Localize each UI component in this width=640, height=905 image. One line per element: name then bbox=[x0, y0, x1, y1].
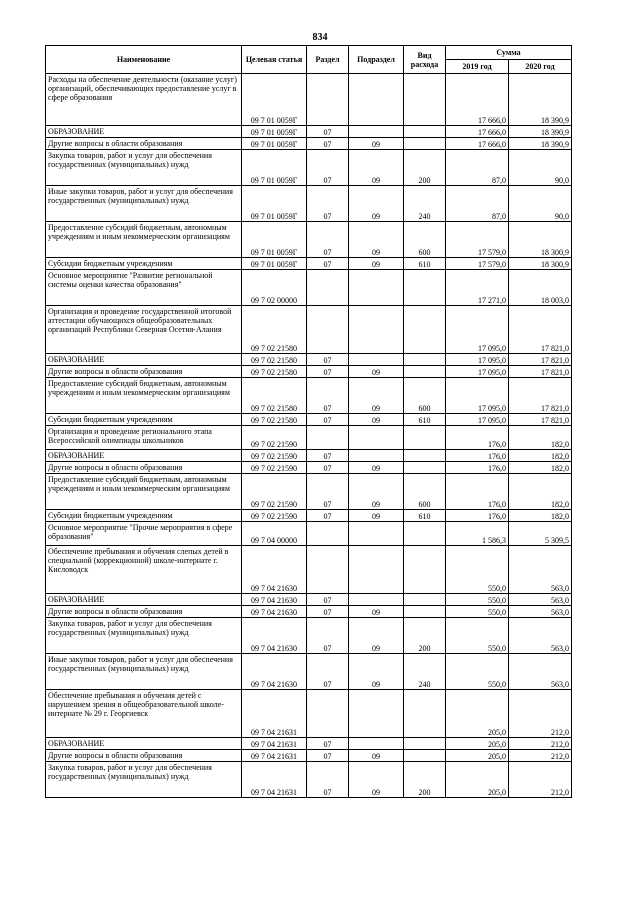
row-name: ОБРАЗОВАНИЕ bbox=[46, 126, 242, 138]
row-name: Обеспечение пребывания и обучения детей с нарушением зрения в общеобразовательной школе-интернате № 29 г. Георгиевск bbox=[46, 690, 242, 738]
row-subsection bbox=[349, 450, 404, 462]
row-target: 09 7 02 21590 bbox=[242, 450, 307, 462]
row-section bbox=[307, 690, 349, 738]
row-sum-2019: 550,0 bbox=[446, 618, 509, 654]
row-sum-2020: 182,0 bbox=[509, 450, 572, 462]
row-sum-2019: 550,0 bbox=[446, 606, 509, 618]
row-sum-2020: 5 309,5 bbox=[509, 522, 572, 546]
row-sum-2019: 205,0 bbox=[446, 750, 509, 762]
row-expense-type: 600 bbox=[404, 474, 446, 510]
row-name: ОБРАЗОВАНИЕ bbox=[46, 354, 242, 366]
table-row bbox=[46, 74, 572, 126]
row-sum-2020: 212,0 bbox=[509, 762, 572, 798]
row-sum-2020: 182,0 bbox=[509, 474, 572, 510]
row-section: 07 bbox=[307, 354, 349, 366]
row-target: 09 7 04 21630 bbox=[242, 654, 307, 690]
row-sum-2019: 17 666,0 bbox=[446, 126, 509, 138]
table-row bbox=[46, 126, 572, 138]
row-section: 07 bbox=[307, 126, 349, 138]
row-target: 09 7 02 21580 bbox=[242, 378, 307, 414]
row-subsection bbox=[349, 522, 404, 546]
row-name: Основное мероприятие "Развитие региональной системы оценки качества образования" bbox=[46, 270, 242, 306]
row-expense-type bbox=[404, 546, 446, 594]
row-subsection: 09 bbox=[349, 750, 404, 762]
row-sum-2019: 17 579,0 bbox=[446, 258, 509, 270]
row-name: Иные закупки товаров, работ и услуг для обеспечения государственных (муниципальных) нужд bbox=[46, 654, 242, 690]
row-section: 07 bbox=[307, 450, 349, 462]
row-subsection: 09 bbox=[349, 258, 404, 270]
row-subsection bbox=[349, 354, 404, 366]
row-target: 09 7 04 21631 bbox=[242, 738, 307, 750]
row-target: 09 7 04 21631 bbox=[242, 750, 307, 762]
table-row bbox=[46, 354, 572, 366]
row-expense-type: 600 bbox=[404, 378, 446, 414]
row-name: Организация и проведение регионального этапа Всероссийской олимпиады школьников bbox=[46, 426, 242, 450]
row-section: 07 bbox=[307, 510, 349, 522]
table-row bbox=[46, 654, 572, 690]
row-subsection: 09 bbox=[349, 150, 404, 186]
table-body bbox=[46, 74, 572, 798]
row-sum-2020: 563,0 bbox=[509, 606, 572, 618]
row-name: Закупка товаров, работ и услуг для обеспечения государственных (муниципальных) нужд bbox=[46, 150, 242, 186]
table-row bbox=[46, 522, 572, 546]
row-subsection: 09 bbox=[349, 186, 404, 222]
table-row bbox=[46, 366, 572, 378]
row-sum-2020: 90,0 bbox=[509, 186, 572, 222]
row-expense-type bbox=[404, 270, 446, 306]
row-subsection bbox=[349, 306, 404, 354]
row-subsection bbox=[349, 270, 404, 306]
header-2020: 2020 год bbox=[509, 60, 572, 74]
row-name: Субсидии бюджетным учреждениям bbox=[46, 414, 242, 426]
row-expense-type: 610 bbox=[404, 414, 446, 426]
table-row bbox=[46, 150, 572, 186]
row-subsection: 09 bbox=[349, 138, 404, 150]
row-section: 07 bbox=[307, 606, 349, 618]
header-target: Целевая статья bbox=[242, 46, 307, 74]
row-target: 09 7 04 21631 bbox=[242, 762, 307, 798]
row-expense-type: 600 bbox=[404, 222, 446, 258]
table-row bbox=[46, 306, 572, 354]
row-target: 09 7 02 21590 bbox=[242, 510, 307, 522]
row-expense-type: 200 bbox=[404, 618, 446, 654]
row-sum-2019: 176,0 bbox=[446, 462, 509, 474]
row-expense-type bbox=[404, 126, 446, 138]
table-row bbox=[46, 462, 572, 474]
row-sum-2019: 17 095,0 bbox=[446, 354, 509, 366]
row-section: 07 bbox=[307, 222, 349, 258]
row-name: Другие вопросы в области образования bbox=[46, 750, 242, 762]
row-subsection: 09 bbox=[349, 222, 404, 258]
row-subsection bbox=[349, 690, 404, 738]
header-expense-type: Вид расхода bbox=[404, 46, 446, 74]
row-sum-2020: 563,0 bbox=[509, 654, 572, 690]
row-section: 07 bbox=[307, 762, 349, 798]
row-section: 07 bbox=[307, 378, 349, 414]
page-number: 834 bbox=[312, 32, 328, 43]
row-target: 09 7 02 00000 bbox=[242, 270, 307, 306]
table-row bbox=[46, 594, 572, 606]
row-target: 09 7 01 0059Г bbox=[242, 74, 307, 126]
table-row bbox=[46, 186, 572, 222]
row-sum-2019: 17 095,0 bbox=[446, 366, 509, 378]
row-expense-type bbox=[404, 426, 446, 450]
row-sum-2019: 17 095,0 bbox=[446, 378, 509, 414]
row-subsection: 09 bbox=[349, 618, 404, 654]
table-row bbox=[46, 510, 572, 522]
row-name: Закупка товаров, работ и услуг для обеспечения государственных (муниципальных) нужд bbox=[46, 618, 242, 654]
row-subsection: 09 bbox=[349, 474, 404, 510]
table-row bbox=[46, 546, 572, 594]
row-expense-type bbox=[404, 138, 446, 150]
row-sum-2020: 18 300,9 bbox=[509, 258, 572, 270]
table-row bbox=[46, 690, 572, 738]
row-subsection: 09 bbox=[349, 378, 404, 414]
row-section: 07 bbox=[307, 462, 349, 474]
row-name: Предоставление субсидий бюджетным, автономным учреждениям и иным некоммерческим организациям bbox=[46, 474, 242, 510]
row-expense-type bbox=[404, 690, 446, 738]
table-row bbox=[46, 474, 572, 510]
row-sum-2019: 1 586,3 bbox=[446, 522, 509, 546]
row-expense-type: 240 bbox=[404, 186, 446, 222]
row-expense-type: 240 bbox=[404, 654, 446, 690]
row-sum-2020: 18 300,9 bbox=[509, 222, 572, 258]
row-name: ОБРАЗОВАНИЕ bbox=[46, 450, 242, 462]
row-section: 07 bbox=[307, 594, 349, 606]
row-sum-2020: 17 821,0 bbox=[509, 366, 572, 378]
row-target: 09 7 02 21590 bbox=[242, 462, 307, 474]
header-section: Раздел bbox=[307, 46, 349, 74]
row-section bbox=[307, 270, 349, 306]
row-expense-type bbox=[404, 462, 446, 474]
row-sum-2019: 550,0 bbox=[446, 546, 509, 594]
header-subsection: Подраздел bbox=[349, 46, 404, 74]
row-sum-2020: 17 821,0 bbox=[509, 414, 572, 426]
row-sum-2019: 87,0 bbox=[446, 186, 509, 222]
row-name: Организация и проведение государственной итоговой аттестации обучающихся общеобразовательных организаций Республики Северная Осетия-Алания bbox=[46, 306, 242, 354]
row-section: 07 bbox=[307, 618, 349, 654]
row-sum-2019: 17 666,0 bbox=[446, 138, 509, 150]
row-target: 09 7 04 21630 bbox=[242, 546, 307, 594]
budget-table bbox=[45, 45, 572, 798]
row-sum-2020: 563,0 bbox=[509, 546, 572, 594]
row-expense-type: 200 bbox=[404, 150, 446, 186]
row-sum-2020: 17 821,0 bbox=[509, 354, 572, 366]
row-name: Расходы на обеспечение деятельности (оказание услуг) организаций, обеспечивающих предоставление услуг в сфере образования bbox=[46, 74, 242, 126]
row-name: Предоставление субсидий бюджетным, автономным учреждениям и иным некоммерческим организациям bbox=[46, 222, 242, 258]
row-sum-2019: 176,0 bbox=[446, 426, 509, 450]
table-row bbox=[46, 750, 572, 762]
row-subsection bbox=[349, 594, 404, 606]
row-section: 07 bbox=[307, 738, 349, 750]
row-subsection: 09 bbox=[349, 762, 404, 798]
row-section: 07 bbox=[307, 258, 349, 270]
row-subsection: 09 bbox=[349, 462, 404, 474]
row-name: Основное мероприятие "Прочие мероприятия в сфере образования" bbox=[46, 522, 242, 546]
row-sum-2019: 17 579,0 bbox=[446, 222, 509, 258]
row-sum-2020: 182,0 bbox=[509, 462, 572, 474]
row-target: 09 7 01 0059Г bbox=[242, 150, 307, 186]
row-expense-type: 200 bbox=[404, 762, 446, 798]
row-subsection bbox=[349, 546, 404, 594]
row-expense-type: 610 bbox=[404, 510, 446, 522]
table-row bbox=[46, 450, 572, 462]
row-subsection: 09 bbox=[349, 510, 404, 522]
table-row bbox=[46, 270, 572, 306]
row-name: Субсидии бюджетным учреждениям bbox=[46, 258, 242, 270]
row-section bbox=[307, 522, 349, 546]
row-expense-type bbox=[404, 74, 446, 126]
row-sum-2019: 17 095,0 bbox=[446, 414, 509, 426]
row-section: 07 bbox=[307, 186, 349, 222]
row-subsection bbox=[349, 426, 404, 450]
row-target: 09 7 01 0059Г bbox=[242, 138, 307, 150]
row-target: 09 7 01 0059Г bbox=[242, 222, 307, 258]
row-subsection: 09 bbox=[349, 366, 404, 378]
row-subsection: 09 bbox=[349, 414, 404, 426]
row-target: 09 7 02 21590 bbox=[242, 426, 307, 450]
row-target: 09 7 02 21580 bbox=[242, 306, 307, 354]
row-name: ОБРАЗОВАНИЕ bbox=[46, 594, 242, 606]
row-sum-2020: 90,0 bbox=[509, 150, 572, 186]
row-section bbox=[307, 306, 349, 354]
row-sum-2020: 182,0 bbox=[509, 426, 572, 450]
row-section: 07 bbox=[307, 150, 349, 186]
row-target: 09 7 02 21590 bbox=[242, 474, 307, 510]
row-name: Закупка товаров, работ и услуг для обеспечения государственных (муниципальных) нужд bbox=[46, 762, 242, 798]
row-section bbox=[307, 426, 349, 450]
table-row bbox=[46, 738, 572, 750]
row-subsection bbox=[349, 74, 404, 126]
row-sum-2020: 18 390,9 bbox=[509, 126, 572, 138]
row-target: 09 7 02 21580 bbox=[242, 366, 307, 378]
row-sum-2019: 176,0 bbox=[446, 510, 509, 522]
row-expense-type bbox=[404, 606, 446, 618]
table-row bbox=[46, 138, 572, 150]
row-target: 09 7 04 21630 bbox=[242, 594, 307, 606]
row-sum-2020: 212,0 bbox=[509, 690, 572, 738]
row-sum-2020: 17 821,0 bbox=[509, 378, 572, 414]
row-sum-2020: 212,0 bbox=[509, 750, 572, 762]
row-section: 07 bbox=[307, 138, 349, 150]
row-section bbox=[307, 74, 349, 126]
row-expense-type bbox=[404, 750, 446, 762]
row-sum-2019: 550,0 bbox=[446, 594, 509, 606]
row-name: Обеспечение пребывания и обучения слепых детей в специальной (коррекционной) школе-интернате г. Кисловодск bbox=[46, 546, 242, 594]
row-subsection bbox=[349, 126, 404, 138]
table-row bbox=[46, 258, 572, 270]
row-section: 07 bbox=[307, 750, 349, 762]
table-row bbox=[46, 762, 572, 798]
row-section: 07 bbox=[307, 366, 349, 378]
row-expense-type bbox=[404, 594, 446, 606]
row-name: ОБРАЗОВАНИЕ bbox=[46, 738, 242, 750]
table-row bbox=[46, 378, 572, 414]
row-expense-type bbox=[404, 450, 446, 462]
row-name: Другие вопросы в области образования bbox=[46, 138, 242, 150]
row-section: 07 bbox=[307, 474, 349, 510]
header-name: Наименование bbox=[46, 46, 242, 74]
row-sum-2019: 176,0 bbox=[446, 474, 509, 510]
row-sum-2020: 18 390,9 bbox=[509, 138, 572, 150]
row-expense-type bbox=[404, 366, 446, 378]
row-sum-2019: 205,0 bbox=[446, 762, 509, 798]
row-sum-2019: 205,0 bbox=[446, 690, 509, 738]
row-name: Другие вопросы в области образования bbox=[46, 606, 242, 618]
table-row bbox=[46, 606, 572, 618]
row-expense-type bbox=[404, 522, 446, 546]
row-sum-2020: 18 003,0 bbox=[509, 270, 572, 306]
row-name: Другие вопросы в области образования bbox=[46, 366, 242, 378]
row-name: Субсидии бюджетным учреждениям bbox=[46, 510, 242, 522]
row-expense-type: 610 bbox=[404, 258, 446, 270]
row-sum-2020: 17 821,0 bbox=[509, 306, 572, 354]
row-subsection: 09 bbox=[349, 654, 404, 690]
header-sum: Сумма bbox=[446, 46, 572, 60]
row-sum-2020: 212,0 bbox=[509, 738, 572, 750]
row-sum-2019: 17 666,0 bbox=[446, 74, 509, 126]
row-sum-2019: 176,0 bbox=[446, 450, 509, 462]
row-expense-type bbox=[404, 354, 446, 366]
row-name: Предоставление субсидий бюджетным, автономным учреждениям и иным некоммерческим организациям bbox=[46, 378, 242, 414]
row-section: 07 bbox=[307, 654, 349, 690]
row-sum-2019: 550,0 bbox=[446, 654, 509, 690]
row-target: 09 7 04 00000 bbox=[242, 522, 307, 546]
row-sum-2019: 205,0 bbox=[446, 738, 509, 750]
row-section bbox=[307, 546, 349, 594]
row-target: 09 7 01 0059Г bbox=[242, 258, 307, 270]
row-target: 09 7 04 21630 bbox=[242, 606, 307, 618]
table-row bbox=[46, 426, 572, 450]
header-2019: 2019 год bbox=[446, 60, 509, 74]
row-sum-2020: 182,0 bbox=[509, 510, 572, 522]
row-target: 09 7 02 21580 bbox=[242, 414, 307, 426]
row-target: 09 7 02 21580 bbox=[242, 354, 307, 366]
row-subsection bbox=[349, 738, 404, 750]
table-header bbox=[46, 46, 572, 74]
row-expense-type bbox=[404, 306, 446, 354]
row-subsection: 09 bbox=[349, 606, 404, 618]
row-target: 09 7 04 21630 bbox=[242, 618, 307, 654]
row-expense-type bbox=[404, 738, 446, 750]
row-sum-2020: 18 390,9 bbox=[509, 74, 572, 126]
table-row bbox=[46, 414, 572, 426]
row-name: Иные закупки товаров, работ и услуг для обеспечения государственных (муниципальных) нужд bbox=[46, 186, 242, 222]
row-section: 07 bbox=[307, 414, 349, 426]
row-target: 09 7 01 0059Г bbox=[242, 126, 307, 138]
table-row bbox=[46, 222, 572, 258]
row-sum-2020: 563,0 bbox=[509, 618, 572, 654]
row-name: Другие вопросы в области образования bbox=[46, 462, 242, 474]
table-row bbox=[46, 618, 572, 654]
row-sum-2019: 17 271,0 bbox=[446, 270, 509, 306]
row-sum-2019: 17 095,0 bbox=[446, 306, 509, 354]
row-sum-2020: 563,0 bbox=[509, 594, 572, 606]
row-target: 09 7 01 0059Г bbox=[242, 186, 307, 222]
row-sum-2019: 87,0 bbox=[446, 150, 509, 186]
row-target: 09 7 04 21631 bbox=[242, 690, 307, 738]
